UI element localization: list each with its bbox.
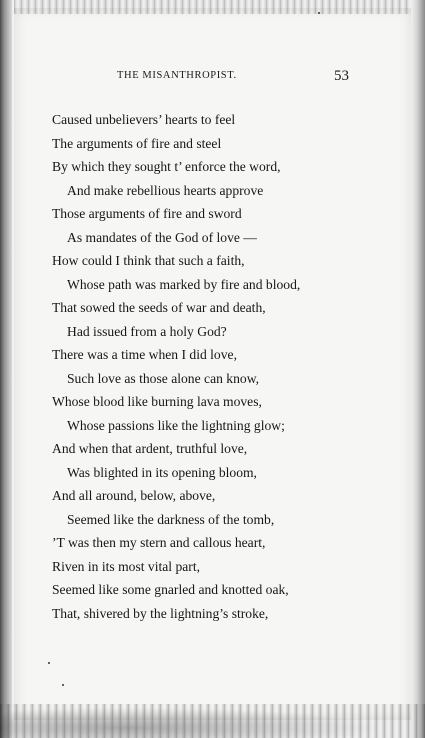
verse-line: And make rebellious hearts approve	[67, 182, 264, 198]
ink-speck	[318, 12, 320, 14]
verse-line: Whose path was marked by fire and blood,	[67, 276, 301, 292]
ink-speck	[62, 684, 64, 686]
binding-shadow	[0, 0, 12, 738]
verse-line: As mandates of the God of love —	[67, 229, 257, 245]
verse-line: Whose passions like the lightning glow;	[67, 417, 285, 433]
running-head: THE MISANTHROPIST.	[117, 70, 237, 81]
poem-body	[52, 108, 372, 625]
verse-line: There was a time when I did love,	[52, 347, 237, 362]
verse-line: That sowed the seeds of war and death,	[52, 300, 266, 315]
verse-line: And when that ardent, truthful love,	[52, 441, 248, 456]
verse-line: Seemed like some gnarled and knotted oak,	[52, 582, 289, 597]
verse-line: ’T was then my stern and callous heart,	[52, 535, 266, 550]
verse-line: Those arguments of fire and sword	[52, 206, 242, 221]
verse-line: Seemed like the darkness of the tomb,	[67, 511, 275, 527]
verse-line: Riven in its most vital part,	[52, 558, 201, 574]
ink-speck	[48, 662, 50, 664]
verse-line: The arguments of fire and steel	[52, 135, 222, 151]
verse-line: And all around, below, above,	[52, 488, 216, 503]
top-edge-noise	[14, 0, 412, 14]
verse-line: Whose blood like burning lava moves,	[52, 394, 262, 409]
verse-line: Caused unbelievers’ hearts to feel	[52, 112, 236, 127]
verse-line: By which they sought t’ enforce the word,	[52, 159, 281, 174]
verse-line: Such love as those alone can know,	[67, 370, 260, 386]
page-number: 53	[334, 68, 349, 84]
right-edge-shadow	[411, 0, 425, 738]
verse-line: How could I think that such a faith,	[52, 253, 245, 268]
verse-line: That, shivered by the lightning’s stroke,	[52, 605, 269, 621]
verse-line: Had issued from a holy God?	[67, 323, 227, 339]
bottom-edge-noise	[0, 704, 425, 738]
verse-line: Was blighted in its opening bloom,	[67, 464, 257, 480]
